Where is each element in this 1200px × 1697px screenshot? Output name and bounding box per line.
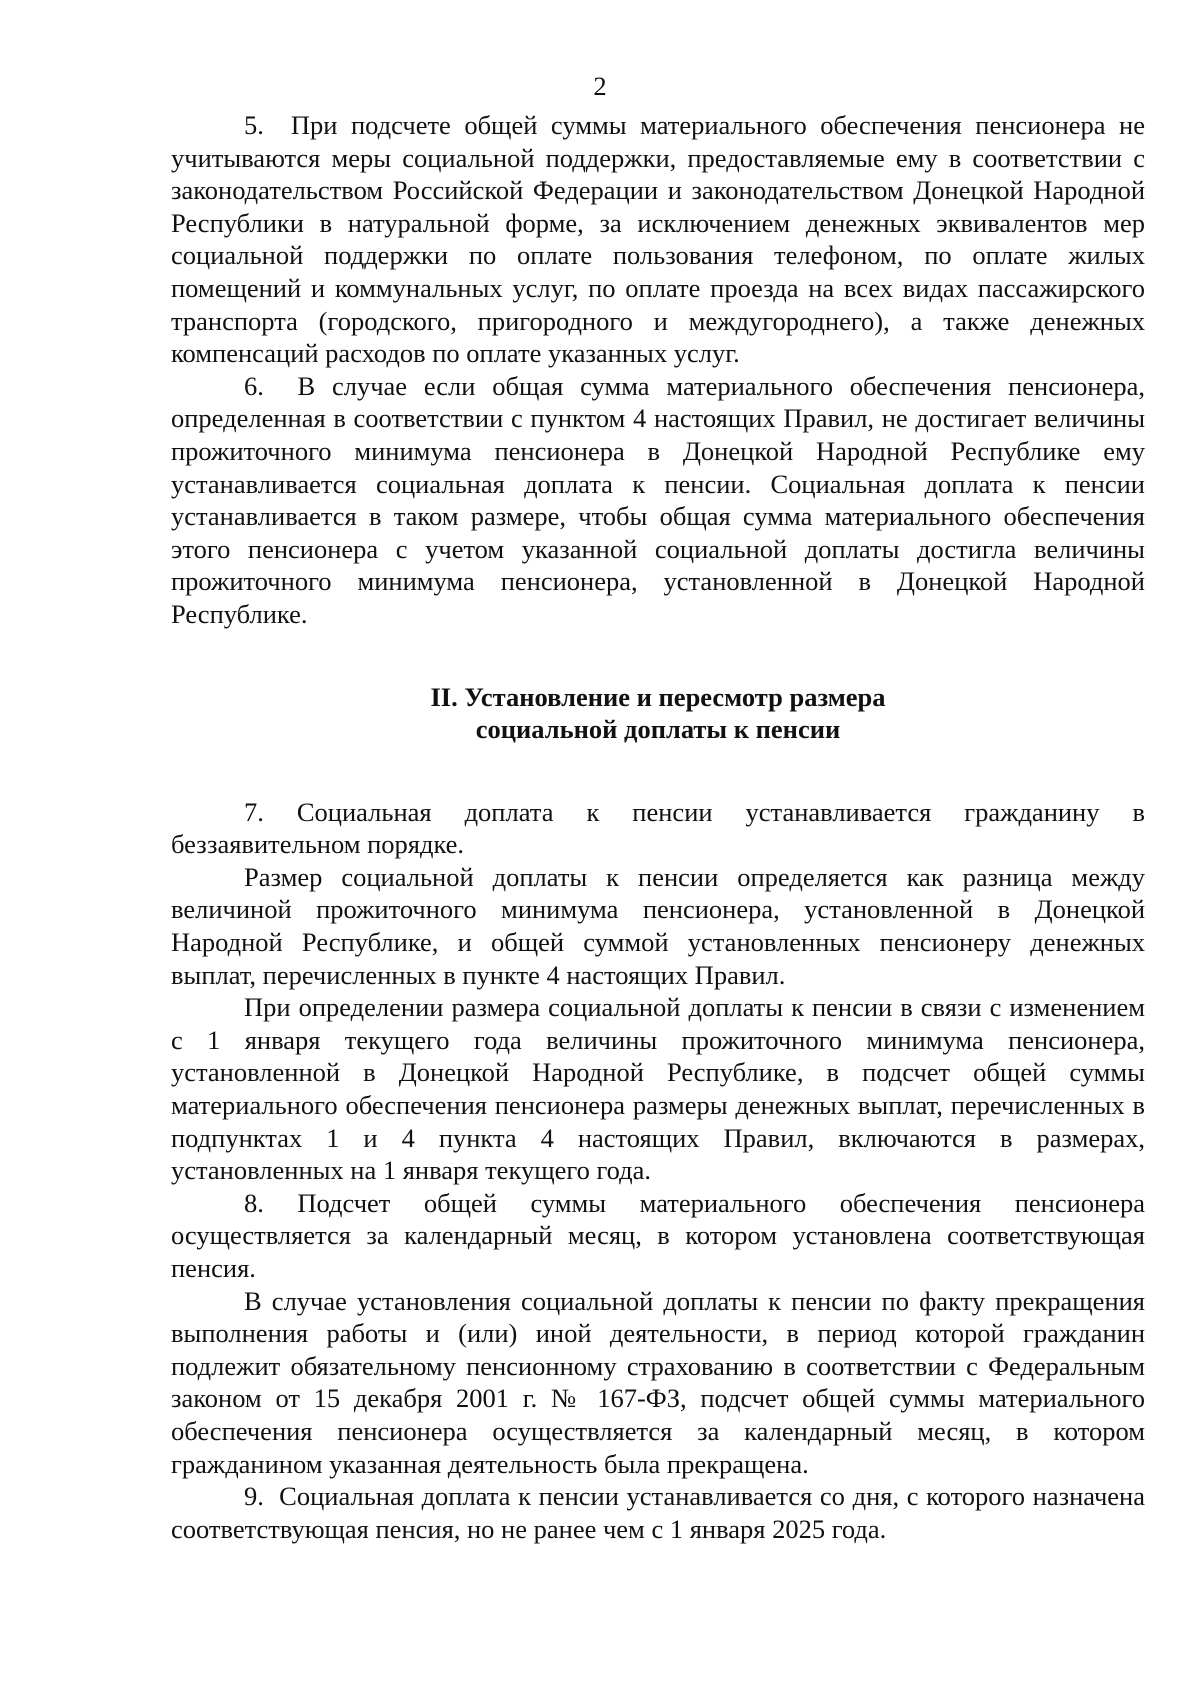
section-heading-line-1: II. Установление и пересмотр размера: [430, 681, 886, 712]
paragraph-item-5: 5. При подсчете общей суммы материального обеспечения пенсионера не учитываются меры социальной поддержки, предоставляемые ему в соответствии с законодательством Российской Федерации и законодательством Донецкой Народной Республики в натуральной форме, за исключением денежных эквивалентов мер социальной поддержки по оплате пользования телефоном, по оплате жилых помещений и коммунальных услуг, по оплате проезда на всех видах пассажирского транспорта (городского, пригородного и междугороднего), а также денежных компенсаций расходов по оплате указанных услуг.: [171, 110, 1145, 369]
paragraph-item-7: 7. Социальная доплата к пенсии устанавливается гражданину в беззаявительном порядке.: [171, 796, 1145, 860]
paragraph-item-6: 6. В случае если общая сумма материального обеспечения пенсионера, определенная в соответствии с пунктом 4 настоящих Правил, не достигает величины прожиточного минимума пенсионера в Донецкой Народной Республике ему устанавливается социальная доплата к пенсии. Социальная доплата к пенсии устанавливается в таком размере, чтобы общая сумма материального обеспечения этого пенсионера с учетом указанной социальной доплаты достигла величины прожиточного минимума пенсионера, установленной в Донецкой Народной Республике.: [171, 370, 1145, 629]
paragraph-item-7-size: Размер социальной доплаты к пенсии определяется как разница между величиной прожиточного минимума пенсионера, установленной в Донецкой Народной Республике, и общей суммой установленных пенсионеру денежных выплат, перечисленных в пункте 4 настоящих Правил.: [171, 861, 1145, 990]
paragraph-item-9: 9. Социальная доплата к пенсии устанавливается со дня, с которого назначена соответствующая пенсия, но не ранее чем с 1 января 2025 года.: [171, 1481, 1145, 1544]
page-number: 2: [593, 71, 607, 101]
paragraph-item-7-january: При определении размера социальной доплаты к пенсии в связи с изменением с 1 января текущего года величины прожиточного минимума пенсионера, установленной в Донецкой Народной Республике, в подсчет общей суммы материального обеспечения пенсионера размеры денежных выплат, перечисленных в подпунктах 1 и 4 пункта 4 настоящих Правил, включаются в размерах, установленных на 1 января текущего года.: [171, 992, 1145, 1186]
section-heading-line-2: социальной доплаты к пенсии: [475, 714, 841, 745]
document-body: [171, 109, 1145, 1545]
paragraph-item-8-termination: В случае установления социальной доплаты к пенсии по факту прекращения выполнения работы и (или) иной деятельности, в период которой гражданин подлежит обязательному пенсионному страхованию в соответствии с Федеральным законом от 15 декабря 2001 г. № 167-ФЗ, подсчет общей суммы материального обеспечения пенсионера осуществляется за календарный месяц, в котором гражданином указанная деятельность была прекращена.: [171, 1285, 1145, 1479]
section-heading: [171, 681, 1145, 746]
paragraph-item-8: 8. Подсчет общей суммы материального обеспечения пенсионера осуществляется за календарный месяц, в котором установлена соответствующая пенсия.: [171, 1187, 1145, 1283]
